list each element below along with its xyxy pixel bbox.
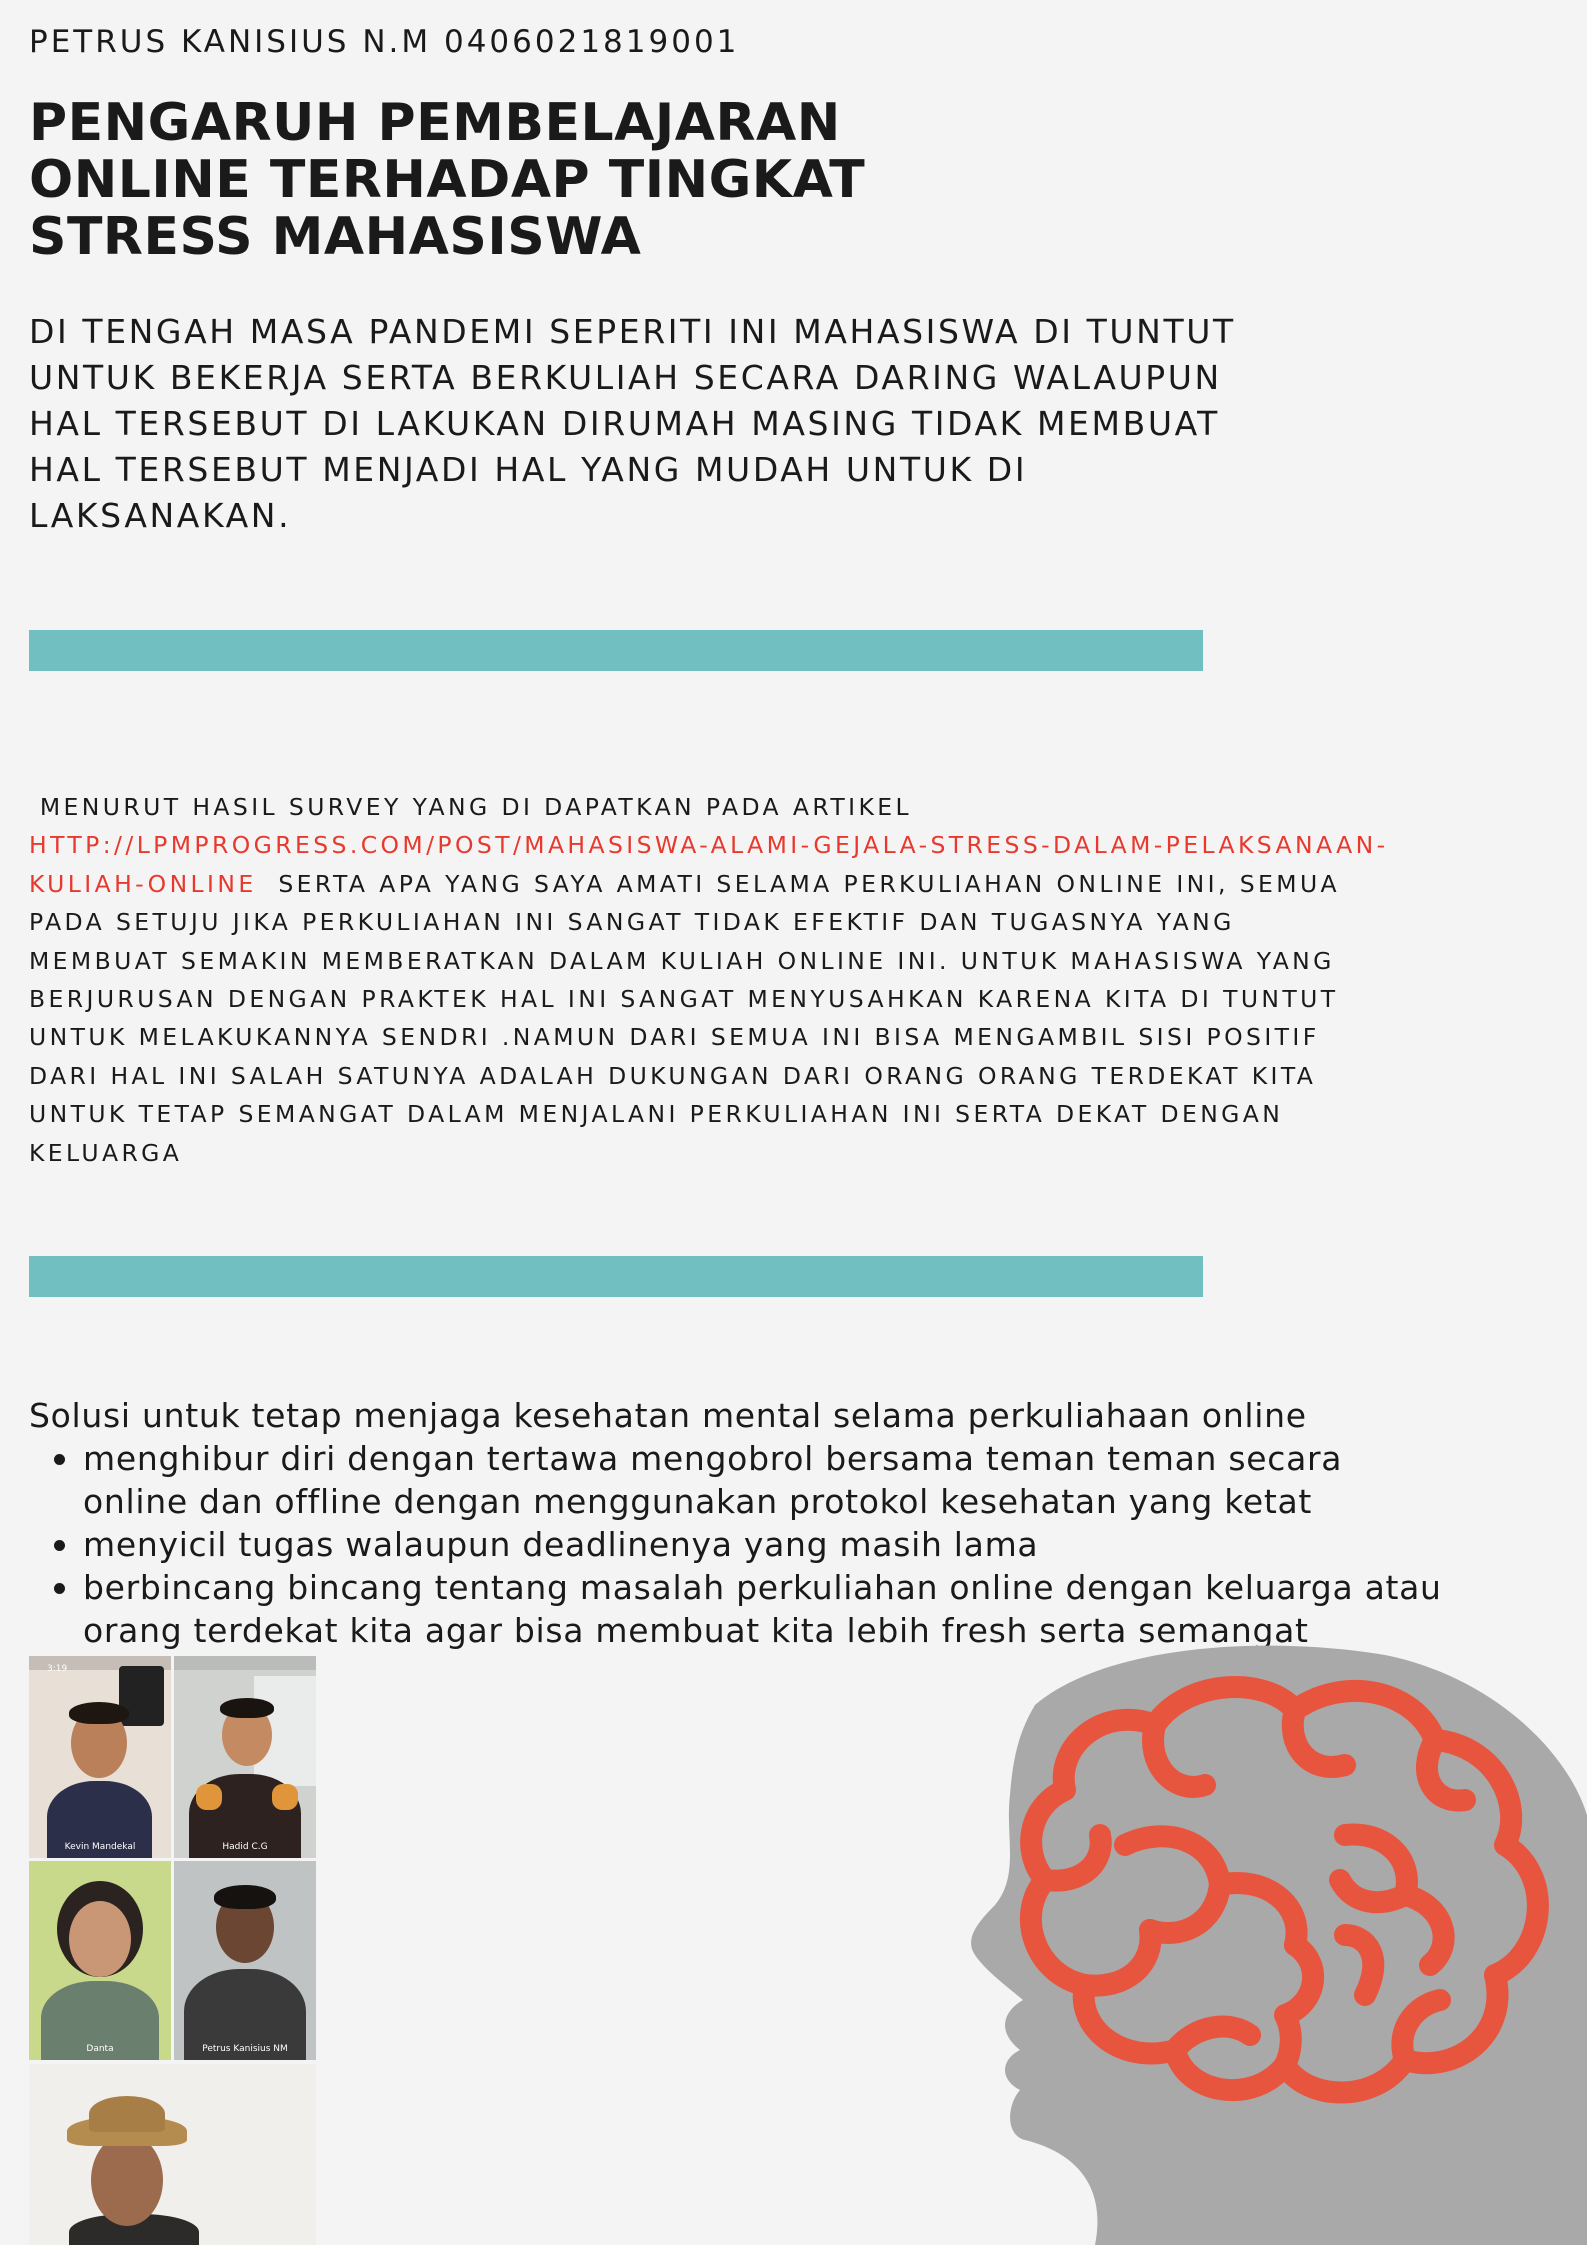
participant-name: Petrus Kanisius NM [202,2044,288,2054]
thumbs-up-hand [272,1784,298,1810]
thumbs-up-hand [196,1784,222,1810]
survey-line: KELUARGA [29,1138,183,1167]
list-item: menyicil tugas walaupun deadlinenya yang masih lama [83,1523,1499,1566]
survey-line: SERTA APA YANG SAYA AMATI SELAMA PERKULIAHAN ONLINE INI, SEMUA [256,869,1341,898]
survey-line: UNTUK MELAKUKANNYA SENDRI .NAMUN DARI SEMUA INI BISA MENGAMBIL SISI POSITIF [29,1023,1320,1052]
person-face [91,2134,163,2226]
title-line: STRESS MAHASISWA [29,207,642,267]
title-line: PENGARUH PEMBELAJARAN [29,93,841,153]
survey-line: UNTUK TETAP SEMANGAT DALAM MENJALANI PERKULIAHAN INI SERTA DEKAT DENGAN [29,1100,1284,1129]
participant-name: Kevin Mandekal [64,1842,136,1852]
participant-name: Danta [86,2044,114,2054]
participant-name: Hadid C.G [222,1842,268,1852]
participant-tile [29,1861,171,2060]
person-face [69,1901,131,1977]
participant-tile [29,1656,171,1858]
survey-line: BERJURUSAN DENGAN PRAKTEK HAL INI SANGAT MENYUSAHKAN KARENA KITA DI TUNTUT [29,985,1339,1014]
solution-list [29,1437,1499,1652]
head-brain-illustration [965,1635,1587,2245]
survey-line: PADA SETUJU JIKA PERKULIAHAN INI SANGAT TIDAK EFEKTIF DAN TUGASNYA YANG [29,908,1235,937]
straw-hat-crown [89,2096,165,2132]
intro-line: HAL TERSEBUT DI LAKUKAN DIRUMAH MASING TIDAK MEMBUAT [29,404,1220,443]
intro-line: UNTUK BEKERJA SERTA BERKULIAH SECARA DARING WALAUPUN [29,358,1222,397]
section-divider [29,1256,1203,1297]
article-link-continued[interactable]: KULIAH-ONLINE [29,869,257,898]
intro-line: LAKSANAKAN. [29,496,292,535]
survey-line: MEMBUAT SEMAKIN MEMBERATKAN DALAM KULIAH ONLINE INI. UNTUK MAHASISWA YANG [29,946,1335,975]
participant-tile [174,1861,316,2060]
video-call-screenshot [29,1656,316,2245]
person-hair [69,1702,129,1724]
status-time: 3:19 [47,1664,68,1674]
status-bar [174,1656,316,1670]
person-hair [220,1698,274,1718]
list-item: berbincang bincang tentang masalah perkuliahan online dengan keluarga atau orang terdekat kita agar bisa membuat kita lebih fresh serta semangat [83,1566,1499,1652]
section-divider [29,630,1203,671]
author-line: PETRUS KANISIUS N.M 0406021819001 [29,24,740,60]
intro-line: HAL TERSEBUT MENJADI HAL YANG MUDAH UNTUK DI [29,450,1028,489]
participant-tile [174,1656,316,1858]
head-silhouette-icon [971,1646,1587,2245]
survey-line: MENURUT HASIL SURVEY YANG DI DAPATKAN PADA ARTIKEL [29,793,913,821]
survey-line: DARI HAL INI SALAH SATUNYA ADALAH DUKUNGAN DARI ORANG ORANG TERDEKAT KITA [29,1061,1317,1090]
solution-section [29,1394,1499,1652]
article-link[interactable]: HTTP://LPMPROGRESS.COM/POST/MAHASISWA-ALAMI-GEJALA-STRESS-DALAM-PELAKSANAAN- [29,831,1389,860]
solution-heading: Solusi untuk tetap menjaga kesehatan mental selama perkuliahaan online [29,1396,1307,1435]
participant-tile [29,2064,316,2245]
title-line: ONLINE TERHADAP TINGKAT [29,150,866,210]
person-hair [214,1885,276,1909]
intro-line: DI TENGAH MASA PANDEMI SEPERITI INI MAHASISWA DI TUNTUT [29,312,1236,351]
intro-paragraph [29,309,1269,539]
survey-paragraph [29,788,1529,1172]
list-item: menghibur diri dengan tertawa mengobrol bersama teman teman secara online dan offline dengan menggunakan protokol kesehatan yang ketat [83,1437,1499,1523]
page-title [29,95,929,266]
